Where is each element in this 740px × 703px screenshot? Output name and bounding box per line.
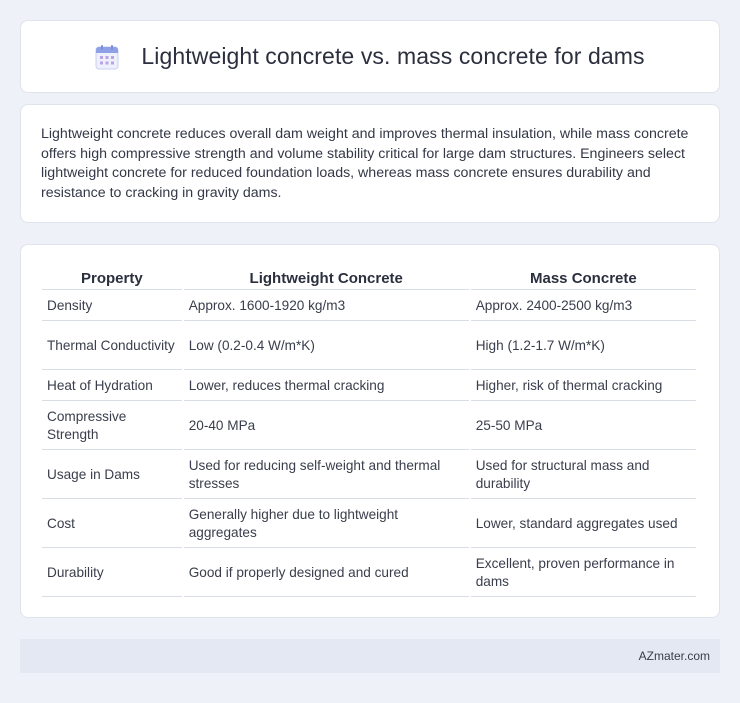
summary-card [20, 104, 720, 223]
cell-lightweight: Approx. 1600-1920 kg/m3 [184, 292, 469, 321]
cell-property: Cost [42, 501, 182, 548]
cell-lightweight: Generally higher due to lightweight aggregates [184, 501, 469, 548]
comparison-table [40, 264, 698, 599]
cell-property: Density [42, 292, 182, 321]
table-row [42, 372, 696, 401]
title-row [95, 43, 644, 70]
table-row [42, 550, 696, 597]
cell-mass: Excellent, proven performance in dams [471, 550, 696, 597]
table-row [42, 403, 696, 450]
header-mass: Mass Concrete [471, 266, 696, 290]
cell-property: Compressive Strength [42, 403, 182, 450]
calendar-icon [95, 44, 119, 70]
footer-site-link[interactable]: AZmater.com [638, 649, 710, 663]
cell-lightweight: Low (0.2-0.4 W/m*K) [184, 323, 469, 370]
table-row [42, 323, 696, 370]
cell-mass: Lower, standard aggregates used [471, 501, 696, 548]
header-property: Property [42, 266, 182, 290]
cell-property: Usage in Dams [42, 452, 182, 499]
header-lightweight: Lightweight Concrete [184, 266, 469, 290]
cell-lightweight: Lower, reduces thermal cracking [184, 372, 469, 401]
cell-mass: Used for structural mass and durability [471, 452, 696, 499]
cell-property: Thermal Conductivity [42, 323, 182, 370]
cell-mass: 25-50 MPa [471, 403, 696, 450]
footer [20, 639, 720, 673]
title-card [20, 20, 720, 93]
cell-lightweight: Good if properly designed and cured [184, 550, 469, 597]
cell-lightweight: 20-40 MPa [184, 403, 469, 450]
cell-property: Durability [42, 550, 182, 597]
cell-mass: Higher, risk of thermal cracking [471, 372, 696, 401]
cell-property: Heat of Hydration [42, 372, 182, 401]
cell-mass: High (1.2-1.7 W/m*K) [471, 323, 696, 370]
cell-mass: Approx. 2400-2500 kg/m3 [471, 292, 696, 321]
cell-lightweight: Used for reducing self-weight and thermal stresses [184, 452, 469, 499]
comparison-card [20, 244, 720, 618]
page-title: Lightweight concrete vs. mass concrete for dams [141, 43, 645, 69]
table-row [42, 501, 696, 548]
summary-text: Lightweight concrete reduces overall dam weight and improves thermal insulation, while mass concrete offers high compressive strength and volume stability critical for large dam structures. Engineers select lightweight concrete for reduced foundation loads, whereas mass concrete ensures durability and resistance to cracking in gravity dams. [41, 126, 689, 201]
table-row [42, 452, 696, 499]
table-header-row [42, 266, 696, 290]
table-row [42, 292, 696, 321]
